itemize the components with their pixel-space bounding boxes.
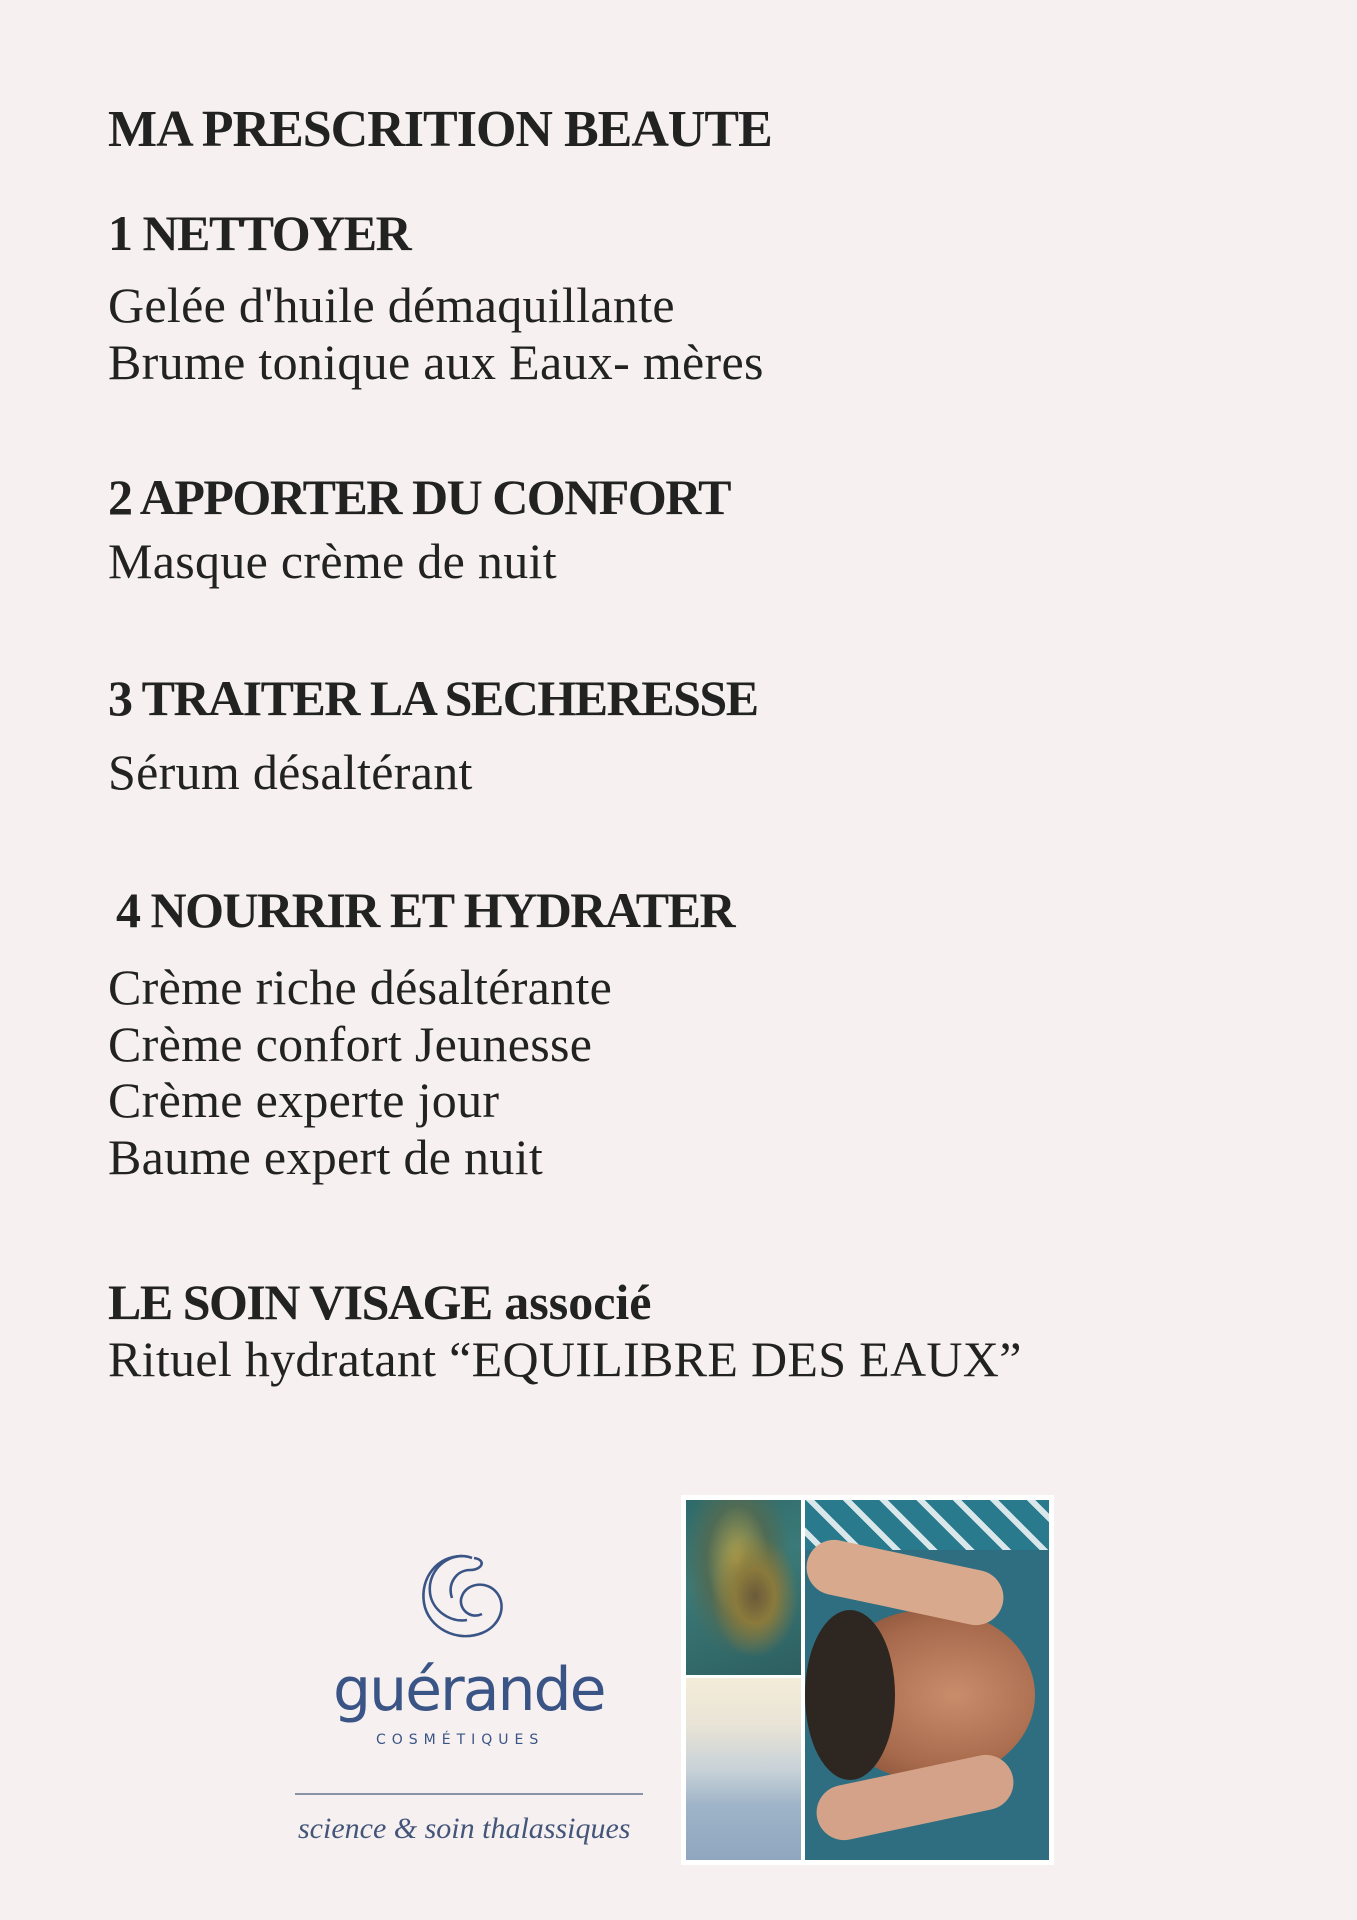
step-4-item-3: Crème experte jour xyxy=(108,1072,500,1128)
soin-heading-bold: LE SOIN VISAGE xyxy=(108,1274,492,1330)
soin-heading xyxy=(108,1273,652,1331)
step-1-item-2: Brume tonique aux Eaux- mères xyxy=(108,334,764,390)
step-2-item-1: Masque crème de nuit xyxy=(108,533,557,589)
brand-wave-icon xyxy=(412,1548,512,1648)
step-4-item-2: Crème confort Jeunesse xyxy=(108,1016,593,1072)
sea-water-image xyxy=(686,1678,801,1860)
step-4-item-4: Baume expert de nuit xyxy=(108,1129,544,1185)
brand-subtitle: COSMÉTIQUES xyxy=(376,1732,545,1748)
photo-collage xyxy=(681,1495,1054,1865)
brand-divider xyxy=(295,1793,643,1795)
hair xyxy=(805,1610,895,1780)
step-1-item-1: Gelée d'huile démaquillante xyxy=(108,277,675,333)
facial-massage-image xyxy=(805,1500,1049,1860)
step-4-item-1: Crème riche désaltérante xyxy=(108,959,613,1015)
page-title: MA PRESCRITION BEAUTE xyxy=(108,101,772,158)
aerial-marsh-image xyxy=(686,1500,801,1675)
step-2-heading: 2 APPORTER DU CONFORT xyxy=(108,469,730,525)
step-4-heading: 4 NOURRIR ET HYDRATER xyxy=(116,882,735,938)
soin-ritual: Rituel hydratant “EQUILIBRE DES EAUX” xyxy=(108,1331,1022,1387)
step-3-item-1: Sérum désaltérant xyxy=(108,744,473,800)
soin-heading-rest: associé xyxy=(491,1274,652,1330)
step-3-heading: 3 TRAITER LA SECHERESSE xyxy=(108,670,758,726)
brand-name: guérande xyxy=(333,1655,605,1725)
step-1-heading: 1 NETTOYER xyxy=(108,205,411,261)
brand-tagline: science & soin thalassiques xyxy=(298,1812,631,1845)
